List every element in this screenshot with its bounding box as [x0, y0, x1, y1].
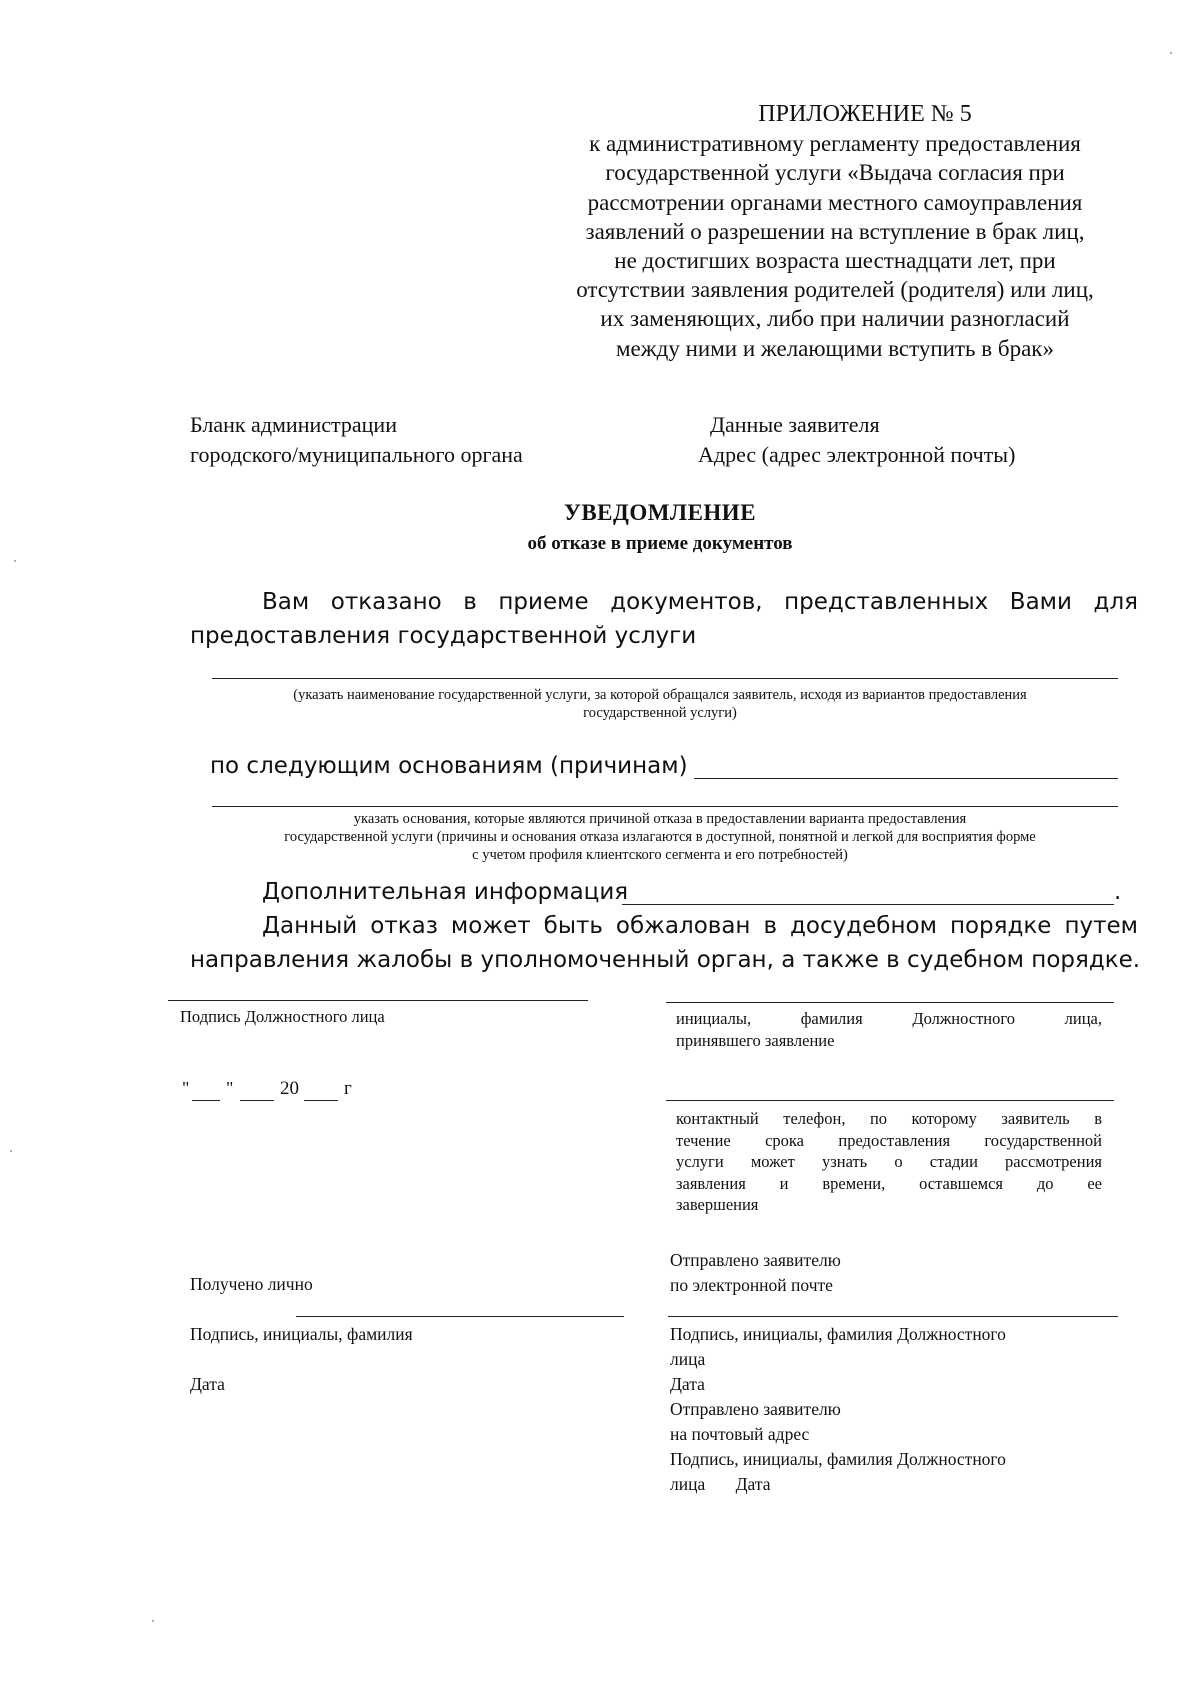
- appendix-line: государственной услуги «Выдача согласия при: [605, 160, 1065, 186]
- sent-email-line: по электронной почте: [670, 1275, 833, 1295]
- service-hint: [180, 686, 1140, 722]
- official-name-label-line: принявшего заявление: [676, 1030, 835, 1050]
- appendix-line: к административному регламенту предоставления: [589, 131, 1081, 157]
- hint-line: с учетом профиля клиентского сегмента и его потребностей): [472, 847, 848, 863]
- grounds-fill-line: [694, 778, 1118, 779]
- email-signature-line: [668, 1316, 1118, 1317]
- hint-line: государственной услуги): [583, 705, 737, 721]
- scan-speck: [1170, 52, 1172, 54]
- contact-label-line: завершения: [676, 1195, 759, 1214]
- contact-phone-label: [676, 1108, 1102, 1216]
- contact-label-line: течение срока предоставления государственной: [676, 1130, 1102, 1150]
- received-date-label: Дата: [190, 1374, 225, 1394]
- official-date-label: Дата: [735, 1474, 771, 1494]
- additional-info-line: [622, 904, 1114, 905]
- received-signature-label: Подпись, инициалы, фамилия: [190, 1324, 413, 1344]
- appeal-text-line1: Данный отказ может быть обжалован в досудебном порядке путем: [262, 913, 1138, 939]
- scan-speck: [10, 1150, 12, 1152]
- additional-info-label: Дополнительная информация: [262, 879, 629, 905]
- appendix-line: рассмотрении органами местного самоуправления: [587, 189, 1083, 215]
- sent-post-label: Отправлено заявителю: [670, 1399, 841, 1419]
- hint-line: указать основания, которые являются причиной отказа в предоставлении варианта предоставления: [353, 811, 967, 827]
- scan-speck: [152, 1620, 154, 1622]
- date-day-line: [192, 1100, 220, 1101]
- date-year-line: [304, 1100, 338, 1101]
- scan-speck: [14, 560, 16, 562]
- service-name-line: [212, 678, 1118, 679]
- notice-subtitle: об отказе в приеме документов: [527, 533, 793, 554]
- contact-label-line: услуги может узнать о стадии рассмотрения: [676, 1152, 1102, 1171]
- appendix-line: заявлений о разрешении на вступление в брак лиц,: [585, 218, 1085, 244]
- hint-line: (указать наименование государственной услуги, за которой обращался заявитель, исходя из вариантов предоставления: [293, 687, 1027, 703]
- official-sig-date-row: [670, 1472, 1006, 1497]
- official-date-label: Дата: [670, 1374, 705, 1394]
- refusal-text-line1: Вам отказано в приеме документов, представленных Вами для: [262, 589, 1138, 615]
- additional-info-period: .: [1114, 879, 1122, 905]
- grounds-hint: [180, 810, 1140, 864]
- administration-letterhead: [190, 410, 523, 470]
- appendix-line: между ними и желающими вступить в брак»: [616, 335, 1054, 361]
- official-name-label-line: инициалы, фамилия Должностного лица,: [676, 1009, 1102, 1028]
- applicant-data: [698, 410, 1015, 470]
- appeal-text-line2: направления жалобы в уполномоченный орган, а также в судебном порядке.: [190, 947, 1141, 973]
- applicant-data-label: Данные заявителя: [710, 412, 880, 437]
- official-name-line: [666, 1002, 1114, 1003]
- date-year-prefix: 20: [280, 1078, 299, 1099]
- date-quote-close: ": [226, 1078, 234, 1098]
- letterhead-line: городского/муниципального органа: [190, 442, 523, 467]
- official-sig-label: Подпись, инициалы, фамилия Должностного: [670, 1324, 1006, 1344]
- sent-post-label: на почтовый адрес: [670, 1424, 810, 1444]
- received-signature-line: [296, 1316, 624, 1317]
- grounds-second-line: [212, 806, 1118, 807]
- received-in-person: Получено лично: [190, 1274, 313, 1294]
- notice-title: УВЕДОМЛЕНИЕ: [563, 500, 757, 525]
- letterhead-line: Бланк администрации: [190, 412, 397, 437]
- official-signature-line: [168, 1000, 588, 1001]
- contact-label-line: заявления и времени, оставшемся до ее: [676, 1173, 1102, 1193]
- appendix-line: не достигших возраста шестнадцати лет, при: [614, 248, 1056, 274]
- appendix-line: отсутствии заявления родителей (родителя) или лиц,: [576, 277, 1094, 303]
- grounds-label: по следующим основаниям (причинам): [210, 753, 688, 779]
- date-year-suffix: г: [344, 1078, 352, 1099]
- official-signature-label: Подпись Должностного лица: [180, 1007, 385, 1026]
- sent-by-email: [670, 1248, 841, 1298]
- refusal-text-line2: предоставления государственной услуги: [190, 623, 697, 649]
- official-receipt-block: [670, 1322, 1006, 1497]
- contact-phone-line: [666, 1100, 1114, 1101]
- official-sig-label: лица: [670, 1474, 706, 1494]
- sent-email-line: Отправлено заявителю: [670, 1250, 841, 1270]
- appendix-block: [530, 100, 1140, 363]
- hint-line: государственной услуги (причины и основания отказа излагаются в доступной, понятной и легкой для восприятия форме: [284, 829, 1036, 845]
- official-sig-label: Подпись, инициалы, фамилия Должностного: [670, 1449, 1006, 1469]
- appendix-title: ПРИЛОЖЕНИЕ № 5: [758, 101, 972, 127]
- appendix-line: их заменяющих, либо при наличии разногласий: [600, 306, 1070, 332]
- date-month-line: [240, 1100, 274, 1101]
- official-name-label: [676, 1008, 1102, 1051]
- date-quote-open: ": [182, 1078, 190, 1098]
- contact-label-line: контактный телефон, по которому заявитель в: [676, 1109, 1102, 1128]
- official-sig-label: лица: [670, 1349, 706, 1369]
- applicant-address-label: Адрес (адрес электронной почты): [698, 442, 1016, 467]
